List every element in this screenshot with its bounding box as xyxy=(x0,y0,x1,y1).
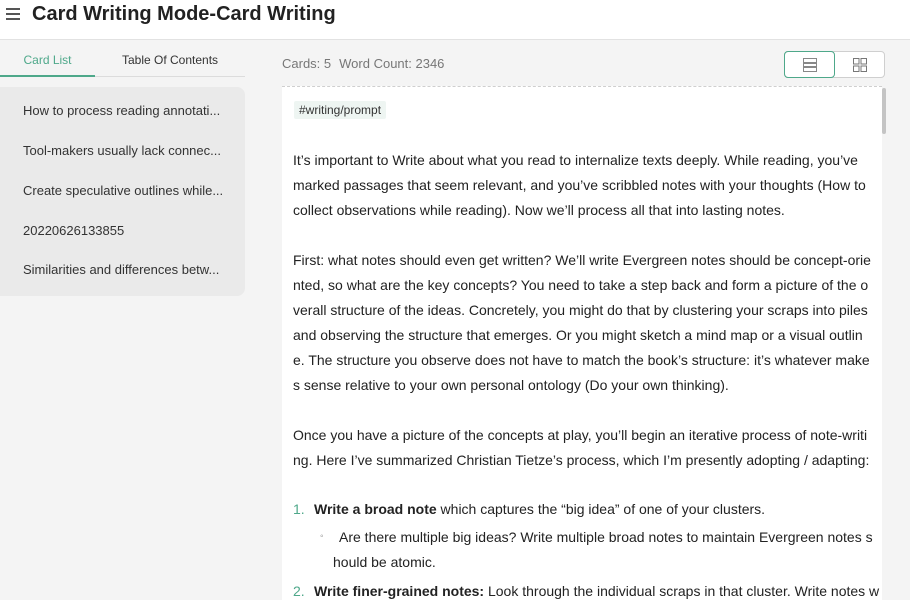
list-item-text: which captures the “big idea” of one of your clusters. xyxy=(436,501,766,517)
sub-list-line: hould be atomic. xyxy=(333,554,436,570)
list-item-bold: Write finer-grained notes: xyxy=(314,583,485,599)
paragraph-line: s sense relative to your own personal ontology (Do your own thinking). xyxy=(293,377,729,393)
list-number: 1. xyxy=(293,501,305,517)
paragraph-line: Once you have a picture of the concepts at play, you’ll begin an iterative process of note-writi xyxy=(293,427,868,443)
hamburger-menu-icon[interactable] xyxy=(6,8,20,20)
card-editor[interactable] xyxy=(282,86,882,600)
card-list-item[interactable]: Similarities and differences betw... xyxy=(23,262,220,277)
card-list xyxy=(0,87,245,296)
list-view-button[interactable] xyxy=(784,51,835,78)
page-title: Card Writing Mode-Card Writing xyxy=(32,3,336,25)
grid-view-icon xyxy=(853,58,867,72)
list-item-bold: Write a broad note xyxy=(314,501,437,517)
view-toggle xyxy=(784,51,885,78)
card-list-item[interactable]: Tool-makers usually lack connec... xyxy=(23,143,221,158)
list-view-icon xyxy=(803,58,817,72)
tab-card-list[interactable]: Card List xyxy=(0,41,95,77)
card-tag[interactable]: #writing/prompt xyxy=(294,101,386,119)
sidebar xyxy=(0,41,246,600)
word-count: Word Count: 2346 xyxy=(339,56,445,71)
card-list-item[interactable]: 20220626133855 xyxy=(23,223,125,238)
paragraph-line: collect observations while reading). Now we’ll process all that into lasting notes. xyxy=(293,202,785,218)
paragraph-line: e. The structure you observe does not have to match the book’s structure: it’s whatever make xyxy=(293,352,870,368)
tab-table-of-contents[interactable]: Table Of Contents xyxy=(121,53,219,67)
card-scrollbar[interactable] xyxy=(882,86,887,600)
list-item-text: Look through the individual scraps in that cluster. Write notes w xyxy=(484,583,880,599)
card-stats xyxy=(282,56,444,71)
cards-count: Cards: 5 xyxy=(282,56,332,71)
paragraph-line: First: what notes should even get written? We’ll write Evergreen notes should be concept-orie xyxy=(293,252,871,268)
paragraph-line: and observing the structure that emerges. Or you might sketch a mind map or a visual outlin xyxy=(293,327,863,343)
bullet-icon: ◦ xyxy=(320,531,324,542)
sidebar-tabs xyxy=(0,41,245,77)
paragraph-line: It’s important to Write about what you read to internalize texts deeply. While reading, you’ve xyxy=(293,152,858,168)
paragraph-line: ng. Here I’ve summarized Christian Tietze’s process, which I’m presently adopting / adapting: xyxy=(293,452,870,468)
paragraph-line: verall structure of the ideas. Concretely, you might do that by clustering your scraps into piles xyxy=(293,302,868,318)
paragraph-line: marked passages that seem relevant, and you’ve scribbled notes with your thoughts (How to xyxy=(293,177,866,193)
card-list-item[interactable]: Create speculative outlines while... xyxy=(23,183,224,198)
sub-list-line: Are there multiple big ideas? Write multiple broad notes to maintain Evergreen notes s xyxy=(339,529,873,545)
grid-view-button[interactable] xyxy=(835,52,885,77)
app-header xyxy=(0,0,910,40)
list-number: 2. xyxy=(293,583,305,599)
list-item xyxy=(314,582,879,600)
paragraph-line: nted, so what are the key concepts? You need to take a step back and form a picture of the o xyxy=(293,277,869,293)
card-list-item[interactable]: How to process reading annotati... xyxy=(23,103,221,118)
list-item xyxy=(314,500,765,518)
scrollbar-thumb[interactable] xyxy=(882,88,886,134)
